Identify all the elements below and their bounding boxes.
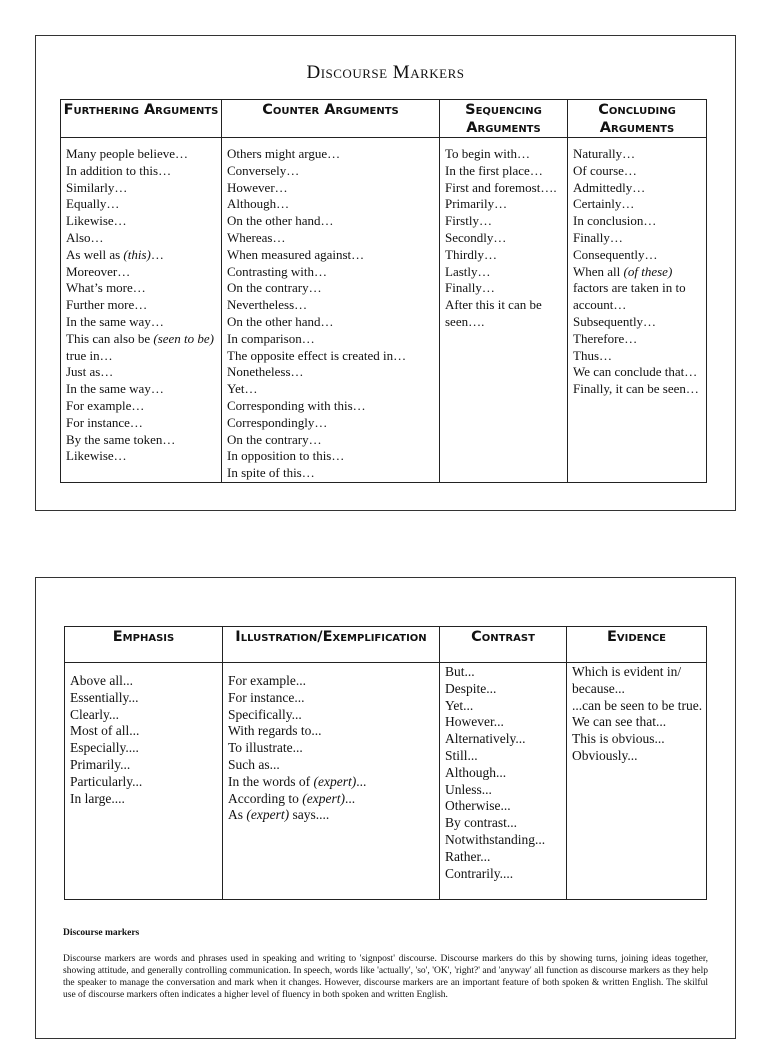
- marker-item: On the other hand…: [227, 313, 334, 329]
- marker-item: With regards to...: [228, 723, 322, 739]
- marker-item: Especially....: [70, 740, 139, 756]
- column-emphasis: [65, 663, 223, 900]
- marker-item: For example…: [66, 397, 145, 413]
- marker-item: Nevertheless…: [227, 297, 308, 313]
- marker-item: Rather...: [445, 848, 491, 864]
- marker-item: First and foremost….: [445, 179, 557, 195]
- marker-item: In large....: [70, 790, 125, 806]
- column-sequencing: [440, 138, 568, 483]
- column-contrast: [440, 663, 567, 900]
- marker-item: Above all...: [70, 673, 133, 688]
- marker-item: Corresponding with this…: [227, 397, 366, 413]
- marker-item: Clearly...: [70, 706, 119, 722]
- header-sequencing: Sequencing Arguments: [440, 100, 568, 138]
- marker-item: However...: [445, 714, 504, 730]
- marker-item: Consequently…: [573, 246, 658, 262]
- marker-item: According to (expert)...: [228, 790, 356, 806]
- header-row: [61, 100, 707, 138]
- markers-table: [60, 99, 707, 483]
- marker-item: Although…: [227, 196, 290, 212]
- marker-item: Thirdly…: [445, 246, 497, 262]
- marker-item: Primarily...: [70, 756, 131, 772]
- marker-item: Obviously...: [572, 747, 638, 763]
- marker-item: Equally…: [66, 196, 120, 212]
- marker-item: The opposite effect is created in…: [227, 347, 407, 363]
- marker-item: To illustrate...: [228, 740, 303, 756]
- marker-item: Contrasting with…: [227, 263, 328, 279]
- marker-item: Yet…: [227, 381, 258, 397]
- marker-item: Certainly…: [573, 196, 635, 212]
- marker-item: We can see that...: [572, 714, 667, 730]
- marker-item: Most of all...: [70, 723, 140, 739]
- markers-panel-2: [35, 577, 736, 1039]
- marker-item: Just as…: [66, 364, 114, 380]
- marker-item: Likewise…: [66, 213, 127, 229]
- marker-item: In the same way…: [66, 381, 164, 397]
- marker-item: Otherwise...: [445, 798, 511, 814]
- marker-item: Alternatively...: [445, 731, 526, 747]
- marker-item: However…: [227, 179, 288, 195]
- header-illustration: Illustration/Exemplification: [223, 627, 440, 663]
- marker-item: Of course…: [573, 162, 637, 178]
- header-counter: Counter Arguments: [222, 100, 440, 138]
- marker-item: Conversely…: [227, 162, 300, 178]
- marker-item: Notwithstanding...: [445, 831, 546, 847]
- content-row: [65, 663, 707, 900]
- marker-item: Although...: [445, 764, 507, 780]
- marker-item: By the same token…: [66, 431, 176, 447]
- marker-item: This can also be (seen to be) true in…: [66, 330, 215, 363]
- marker-item: But...: [445, 664, 475, 679]
- marker-item: What’s more…: [66, 280, 146, 296]
- header-evidence: Evidence: [567, 627, 707, 663]
- marker-item: Also…: [66, 229, 104, 245]
- marker-item: Finally…: [573, 229, 623, 245]
- markers-table-2: [64, 626, 707, 900]
- marker-item: In spite of this…: [227, 465, 315, 481]
- marker-item: For instance...: [228, 689, 305, 705]
- marker-item: Correspondingly…: [227, 414, 328, 430]
- marker-item: Specifically...: [228, 706, 302, 722]
- marker-item: On the contrary…: [227, 280, 322, 296]
- marker-item: Admittedly…: [573, 179, 646, 195]
- marker-item: Which is evident in/ because...: [572, 664, 682, 696]
- marker-item: ...can be seen to be true.: [572, 697, 703, 713]
- marker-item: Nonetheless…: [227, 364, 304, 380]
- marker-item: In conclusion…: [573, 213, 657, 229]
- marker-item: Naturally…: [573, 146, 636, 161]
- marker-item: Many people believe…: [66, 146, 189, 161]
- header-contrast: Contrast: [440, 627, 567, 663]
- marker-item: In the words of (expert)...: [228, 773, 367, 789]
- marker-item: Further more…: [66, 297, 148, 313]
- header-emphasis: Emphasis: [65, 627, 223, 663]
- marker-item: Primarily…: [445, 196, 508, 212]
- marker-item: Still...: [445, 747, 478, 763]
- marker-item: We can conclude that…: [573, 364, 698, 380]
- discourse-markers-panel: [35, 35, 736, 511]
- marker-item: Secondly…: [445, 229, 507, 245]
- header-concluding: Concluding Arguments: [568, 100, 707, 138]
- marker-item: Whereas…: [227, 229, 286, 245]
- marker-item: As well as (this)…: [66, 246, 164, 262]
- marker-item: In addition to this…: [66, 162, 172, 178]
- marker-item: Despite...: [445, 680, 497, 696]
- column-counter: [222, 138, 440, 483]
- marker-item: In opposition to this…: [227, 448, 345, 464]
- header-furthering: Furthering Arguments: [61, 100, 222, 138]
- marker-item: As (expert) says....: [228, 807, 330, 823]
- marker-item: Contrarily....: [445, 865, 514, 881]
- marker-item: On the other hand…: [227, 213, 334, 229]
- marker-item: Subsequently…: [573, 313, 657, 329]
- column-illustration: [223, 663, 440, 900]
- marker-item: After this it can be seen….: [445, 297, 542, 329]
- marker-item: In comparison…: [227, 330, 315, 346]
- marker-item: Yet...: [445, 697, 474, 713]
- marker-item: This is obvious...: [572, 731, 665, 747]
- marker-item: Likewise…: [66, 448, 127, 464]
- marker-item: Therefore…: [573, 330, 638, 346]
- marker-item: Essentially...: [70, 689, 139, 705]
- marker-item: On the contrary…: [227, 431, 322, 447]
- column-evidence: [567, 663, 707, 900]
- header-row: [65, 627, 707, 663]
- marker-item: For example...: [228, 673, 306, 688]
- marker-item: Moreover…: [66, 263, 131, 279]
- marker-item: In the same way…: [66, 313, 164, 329]
- marker-item: When all (of these) factors are taken in to account…: [573, 263, 686, 313]
- marker-item: Finally, it can be seen…: [573, 381, 699, 397]
- marker-item: Such as...: [228, 756, 280, 772]
- marker-item: Finally…: [445, 280, 495, 296]
- marker-item: Firstly…: [445, 213, 492, 229]
- marker-item: For instance…: [66, 414, 143, 430]
- page-title: Discourse Markers: [306, 62, 465, 83]
- marker-item: To begin with…: [445, 146, 531, 161]
- marker-item: Lastly…: [445, 263, 491, 279]
- column-furthering: [61, 138, 222, 483]
- marker-item: Particularly...: [70, 773, 143, 789]
- marker-item: By contrast...: [445, 815, 517, 831]
- note-paragraph: Discourse markers are words and phrases used in speaking and writing to 'signpost' discourse. Discourse markers do this by showing turns, joining ideas together, showing attitude, and generally controlling communication. In speech, words like 'actually', 'so', 'OK', 'right?' and 'anyway' all function as discourse markers as they help the speaker to manage the conversation and mark when it changes. However, discourse markers are an important feature of both spoken & written English. The skilful use of discourse markers often indicates a higher level of fluency in both spoken and written English.: [63, 954, 708, 1000]
- content-row: [61, 138, 707, 483]
- column-concluding: [568, 138, 707, 483]
- marker-item: Thus…: [573, 347, 612, 363]
- marker-item: Unless...: [445, 781, 492, 797]
- marker-item: Similarly…: [66, 179, 128, 195]
- marker-item: Others might argue…: [227, 146, 341, 161]
- marker-item: When measured against…: [227, 246, 365, 262]
- marker-item: In the first place…: [445, 162, 543, 178]
- note-heading: Discourse markers: [63, 928, 140, 938]
